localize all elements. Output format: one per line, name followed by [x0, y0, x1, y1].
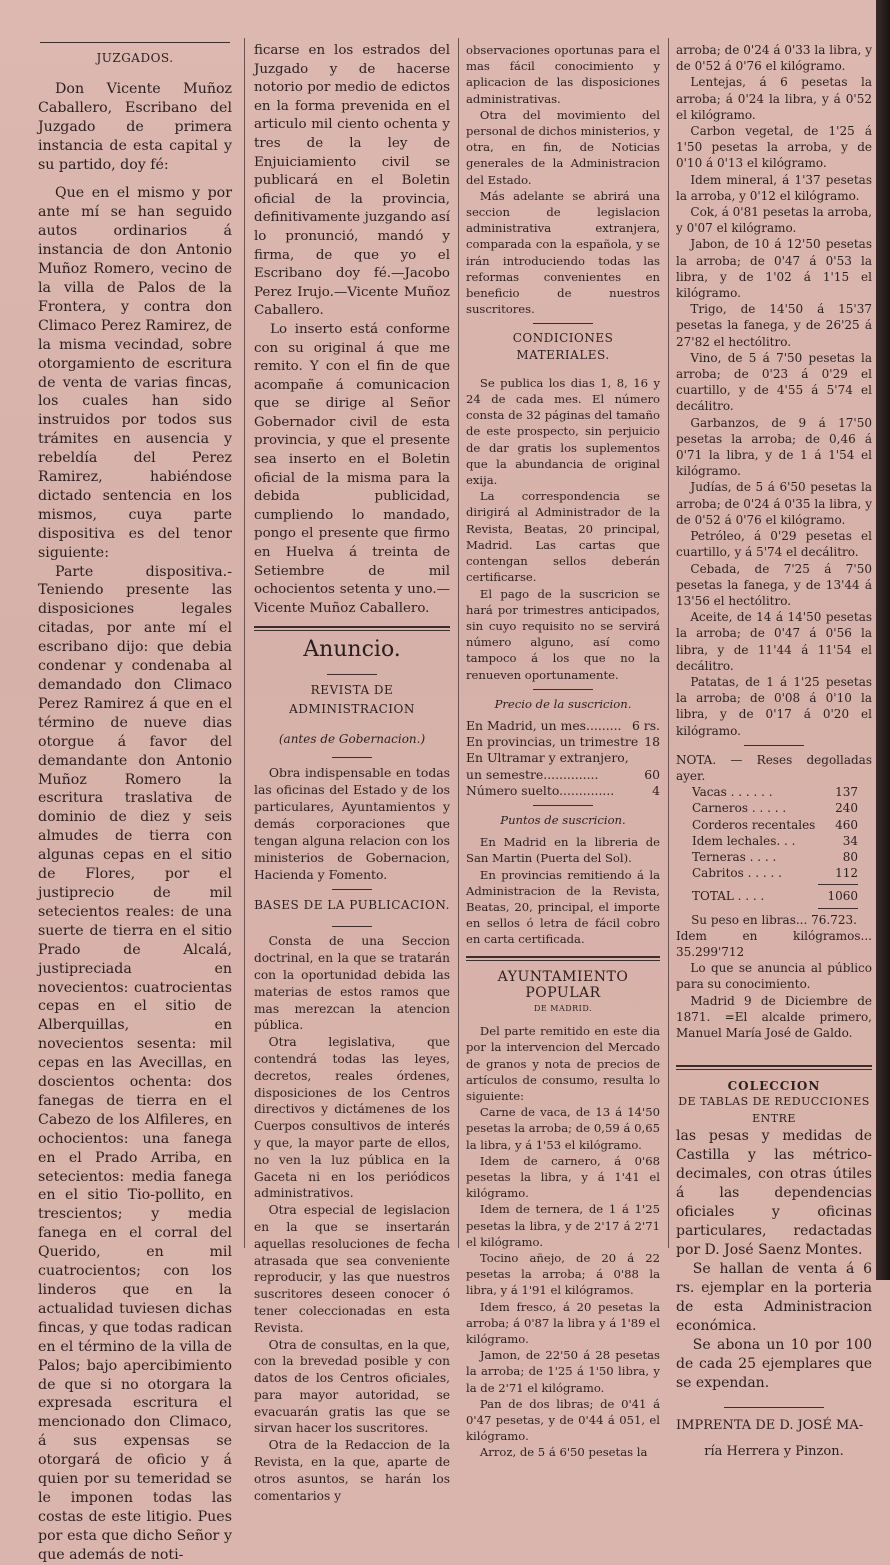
price-row: un semestre.............. 60: [466, 766, 660, 782]
coleccion-title: COLECCION: [727, 1079, 821, 1094]
paragraph: Judías, de 5 á 6'50 pesetas la arroba; de 0'24 á 0'35 la libra, y de 0'52 á 0'76 el kilógramo.: [676, 480, 872, 527]
puntos-heading: Puntos de suscricion.: [500, 812, 626, 827]
reses-row: Vacas . . . . . . 137: [692, 785, 858, 800]
section-rule: [676, 1065, 872, 1070]
paragraph: Trigo, de 14'50 á 15'37 pesetas la fanega, y de 26'25 á 27'82 el hectólitro.: [676, 302, 872, 349]
paragraph: Carne de vaca, de 13 á 14'50 pesetas la arroba; de 0,59 á 0,65 la libra, y á 1'53 el kilógramo.: [466, 1105, 660, 1152]
paragraph: Arroz, de 5 á 6'50 pesetas la: [479, 1445, 648, 1460]
paragraph: Pan de dos libras; de 0'41 á 0'47 pesetas, y de 0'44 á 051, el kilógramo.: [466, 1396, 660, 1444]
revista-description: Obra indispensable en todas las oficinas del Estado y de los particulares, Ayuntamientos y demás corporaciones que tengan alguna relacion con los ministerios de Gobernacion, Hacienda y Fomento.: [254, 764, 450, 882]
paragraph: Don Vicente Muñoz Caballero, Escribano del Juzgado de primera instancia de esta capital y su partido, doy fé:: [38, 80, 232, 173]
short-rule: [327, 674, 377, 675]
paragraph: Cebada, de 7'25 á 7'50 pesetas la fanega, y de 13'44 á 13'56 el hectólitro.: [676, 561, 872, 608]
imprenta-line-2: ría Herrera y Pinzon.: [704, 1444, 844, 1459]
nota-label: NOTA. — Reses degolladas ayer.: [676, 752, 872, 783]
short-rule: [332, 926, 372, 927]
column-4: [676, 42, 872, 1459]
column-1: [38, 42, 232, 1565]
paragraph: Otra del movimiento del personal de dichos ministerios, y otra, en fin, de Noticias generales de la Administracion del Estado.: [466, 107, 660, 187]
paragraph: Lo inserto está conforme con su original á que me remito. Y con el fin de que acompañe á comunicacion que se dirige al Señor Gobernador civil de esta provincia, y que el presente sea inserto en el Boletin oficial de la misma para la debida publicidad, cumpliendo lo mandado, pongo el presente que firmo en Huelva á treinta de Setiembre de mil ochocientos setenta y uno.—Vicente Muñoz Caballero.: [254, 321, 450, 616]
paragraph: Idem de carnero, á 0'68 pesetas la libra, y á 1'41 el kilógramo.: [466, 1153, 660, 1201]
paragraph: Parte dispositiva.-Teniendo presente las disposiciones legales citadas, por ante mí el escribano dijo: que debia condenar y condenaba al demandado don Climaco Perez Ramirez á que en el término de nueve dias otorgue á favor del demandante don Antonio Muñoz Romero la escritura traslativa de dominio de diez y seis almudes de tierra con algunas cepas en el sitio de Flores, por el justiprecio de mil setecientos reales: de una suerte de tierra en el sitio Prado de Alcalá, justipreciada en novecientos: cuatrocientas cepas en el sitio de Alberquillas, en novecientos sesenta: mil cepas en las Avecillas, en doscientos ochenta: dos fanegas de tierra en el Cabezo de los Alfileres, en ochocientos: una fanega en el Prado Arriba, en setecientos: media fanega en el sitio Tio-pollito, en trescientos; y media fanega en el corral del Querido, en mil cuatrocientos; con los linderos que en la actualidad tuviesen dichas fincas, y que todas radican en el término de la villa de Palos; bajo apercibimiento de que si no otorgara la expresada escritura el mencionado don Climaco, á sus expensas se otorgará de oficio y á quien por su temeridad se le imponen todas las costas de este litigio. Pues por esta que dicho Señor y que además de noti-: [38, 563, 232, 1563]
short-rule: [533, 805, 593, 806]
short-rule: [818, 908, 858, 909]
paragraph: Consta de una Seccion doctrinal, en la que se tratarán con la oportunidad debida las materias de estos ramos que mas merezcan la atencion pública.: [254, 934, 450, 1033]
paragraph: Otra de consultas, en la que, con la brevedad posible y con datos de los Centros oficiales, para mayor autoridad, se evacuarán gratis las que se sirvan hacer los suscritores.: [254, 1337, 450, 1436]
column-3: [466, 42, 660, 1460]
short-rule: [533, 323, 593, 324]
ayuntamiento-subheading: DE MADRID.: [533, 1003, 593, 1013]
juzgados-heading: JUZGADOS.: [96, 51, 174, 65]
paragraph: Cok, á 0'81 pesetas la arroba, y 0'07 el kilógramo.: [676, 205, 872, 236]
reses-row: Carneros . . . . . 240: [692, 801, 858, 816]
reses-row: Idem lechales. . . 34: [692, 833, 858, 848]
top-rule: [40, 42, 230, 43]
ayuntamiento-heading: AYUNTAMIENTO POPULAR: [497, 968, 629, 1001]
paragraph: ficarse en los estrados del Juzgado y de hacerse notorio por medio de edictos en la forma prevenida en el articulo mil ciento ochenta y tres de la ley de Enjuiciamiento civil se publicará en el Boletin oficial de la provincia, definitivamente juzgando así lo pronunció, mandó y firma, de que yo el Escribano doy fé.—Jacobo Perez Irujo.—Vicente Muñoz Caballero.: [254, 43, 450, 319]
reses-row: Cabritos . . . . . 112: [692, 866, 858, 881]
paragraph: Madrid 9 de Diciembre de 1871. =El alcalde primero, Manuel María José de Galdo.: [676, 993, 872, 1040]
revista-subtitle: (antes de Gobernacion.): [278, 732, 426, 747]
column-2: [254, 42, 450, 1503]
paragraph: Se abona un 10 por 100 de cada 25 ejemplares que se expendan.: [676, 1336, 872, 1391]
imprenta-line-1: IMPRENTA DE D. JOSÉ MA-: [676, 1417, 864, 1433]
paragraph: Garbanzos, de 9 á 17'50 pesetas la arroba; de 0,46 á 0'71 la libra, y de 1 á 1'54 el kilógramo.: [676, 415, 872, 479]
reses-row: Terneras . . . . 80: [692, 849, 858, 864]
section-rule: [466, 956, 660, 961]
peso-libras: Su peso en libras... 76.723.: [691, 912, 857, 927]
paragraph: En Madrid en la libreria de San Martin (Puerta del Sol).: [466, 835, 660, 866]
page-edge-shadow: [876, 0, 890, 1280]
price-row: En Ultramar y extranjero,: [466, 750, 629, 766]
short-rule: [332, 889, 372, 890]
paragraph: Idem mineral, á 1'37 pesetas la arroba, y 0'12 el kilógramo.: [676, 172, 872, 203]
reses-list: [676, 784, 872, 908]
paragraph: Idem fresco, á 20 pesetas la arroba; á 0'87 la libra y á 1'89 el kilógramo.: [466, 1299, 660, 1347]
paragraph: Patatas, de 1 á 1'25 pesetas la arroba; de 0'08 á 0'10 la libra, y de 0'17 á 0'20 el kilógramo.: [676, 674, 872, 738]
paragraph: Carbon vegetal, de 1'25 á 1'50 pesetas la arroba, y de 0'10 á 0'13 el kilógramo.: [676, 124, 872, 171]
short-rule: [818, 884, 858, 885]
coleccion-subtitle: DE TABLAS DE REDUCCIONES: [678, 1095, 870, 1109]
paragraph: Que en el mismo y por ante mí se han seguido autos ordinarios á instancia de don Antonio Muñoz Romero, vecino de la villa de Palos de la Frontera, y contra don Climaco Perez Ramirez, de la misma vecindad, sobre otorgamiento de escritura de venta de varias fincas, los cuales han sido instruidos por todos sus trámites en ausencia y rebeldía del Perez Ramirez, habiéndose dictado sentencia en los mismos, cuya parte dispositiva es del tenor siguiente:: [38, 185, 232, 561]
section-rule: [254, 626, 450, 631]
paragraph: En provincias remitiendo á la Administracion de la Revista, Beatas, 20, principal, el importe en sellos ó letra de fácil cobro en carta certificada.: [466, 867, 660, 947]
paragraph: El pago de la suscricion se hará por trimestres anticipados, sin cuyo requisito no se servirá número alguno, así como tampoco á los que no la renueven oportunamente.: [466, 586, 660, 682]
precio-heading: Precio de la suscricion.: [494, 696, 632, 711]
paragraph: Jamon, de 22'50 á 28 pesetas la arroba; de 1'25 á 1'50 libra, y la de 2'71 el kilógramo.: [466, 1348, 660, 1395]
short-rule: [533, 689, 593, 690]
price-row: En provincias, un trimestre 18: [466, 734, 660, 750]
paragraph: las pesas y medidas de Castilla y las métrico-decimales, con otras útiles á las dependencias oficiales y oficinas particulares, redactadas por D. José Saenz Montes.: [676, 1127, 872, 1258]
paragraph: Jabon, de 10 á 12'50 pesetas la arroba; de 0'47 á 0'53 la libra, y de 1'02 á 1'15 el kilógramo.: [676, 237, 872, 301]
peso-kilos: Idem en kilógramos... 35.299'712: [676, 928, 872, 959]
paragraph: Idem de ternera, de 1 á 1'25 pesetas la libra, y de 2'17 á 2'71 el kilógramo.: [466, 1202, 660, 1249]
short-rule: [724, 1407, 824, 1408]
reses-row: Corderos recentales 460: [692, 817, 858, 832]
paragraph: Se publica los dias 1, 8, 16 y 24 de cada mes. El número consta de 32 páginas del tamaño de este prospecto, sin perjuicio de dar gratis los suplementos que la abundancia de original exija.: [466, 375, 660, 488]
paragraph: Vino, de 5 á 7'50 pesetas la arroba; de 0'23 á 0'29 el cuartillo, y de 4'55 á 5'74 el decálitro.: [676, 350, 872, 414]
paragraph: Otra legislativa, que contendrá todas las leyes, decretos, reales órdenes, disposiciones de los Centros directivos y dictámenes de los Cuerpos consultivos de interés y que, la mayor parte de ellos, no ven la luz pública en la Gaceta ni en los periódicos administrativos.: [254, 1035, 450, 1201]
price-row: En Madrid, un mes......... 6 rs.: [466, 717, 660, 733]
paragraph: Se hallan de venta á 6 rs. ejemplar en la porteria de esta Administracion económica.: [676, 1260, 872, 1334]
price-row: Número suelto.............. 4: [466, 782, 660, 798]
bases-heading: BASES DE LA PUBLICACION.: [254, 897, 450, 912]
paragraph: Del parte remitido en este dia por la intervencion del Mercado de granos y nota de precios de artículos de consumo, resulta lo siguiente:: [466, 1024, 660, 1103]
total-row: TOTAL . . . . 1060: [692, 889, 858, 904]
paragraph: La correspondencia se dirigirá al Administrador de la Revista, Beatas, 20 principal, Madrid. Las cartas que contengan sellos deberán certificarse.: [466, 489, 660, 585]
condiciones-heading: CONDICIONES MATERIALES.: [512, 331, 614, 362]
revista-title: REVISTA DE ADMINISTRACION: [289, 683, 415, 716]
paragraph: Petróleo, á 0'29 pesetas el cuartillo, y á 5'74 el decálitro.: [676, 529, 872, 560]
paragraph: Lo que se anuncia al público para su conocimiento.: [676, 961, 872, 992]
paragraph: Lentejas, á 6 pesetas la arroba; á 0'24 la libra, y á 0'52 el kilógramo.: [676, 75, 872, 122]
column-divider-3: [668, 38, 669, 1248]
paragraph: Aceite, de 14 á 14'50 pesetas la arroba; de 0'47 á 0'56 la libra, y de 11'44 á 11'54 el decálitro.: [676, 610, 872, 673]
coleccion-subtitle-2: ENTRE: [752, 1111, 796, 1125]
paragraph: arroba; de 0'24 á 0'33 la libra, y de 0'52 á 0'76 el kilógramo.: [676, 43, 872, 74]
paragraph: Otra especial de legislacion en la que se insertarán aquellas resoluciones de fecha atrasada que sea conveniente reproducir, y las que nuestros suscritores deseen conocer ó tener coleccionadas en esta Revista.: [254, 1203, 450, 1335]
column-divider-2: [458, 38, 459, 1248]
paragraph: Otra de la Redaccion de la Revista, en la que, aparte de otros asuntos, se harán los comentarios y: [254, 1438, 450, 1503]
precio-list: [466, 718, 660, 799]
paragraph: observaciones oportunas para el mas fácil conocimiento y aplicacion de las disposiciones administrativas.: [466, 43, 660, 106]
column-divider-1: [244, 38, 245, 1248]
short-rule: [332, 757, 372, 758]
paragraph: Tocino añejo, de 20 á 22 pesetas la arroba; á 0'88 la libra, y á 1'91 el kilógramos.: [466, 1251, 660, 1298]
short-rule: [744, 745, 804, 746]
paragraph: Más adelante se abrirá una seccion de legislacion administrativa extranjera, comparada con la española, y se irán introduciendo todas las reformas convenientes en beneficio de nuestros suscritores.: [466, 188, 660, 317]
anuncio-heading: Anuncio.: [303, 637, 401, 663]
